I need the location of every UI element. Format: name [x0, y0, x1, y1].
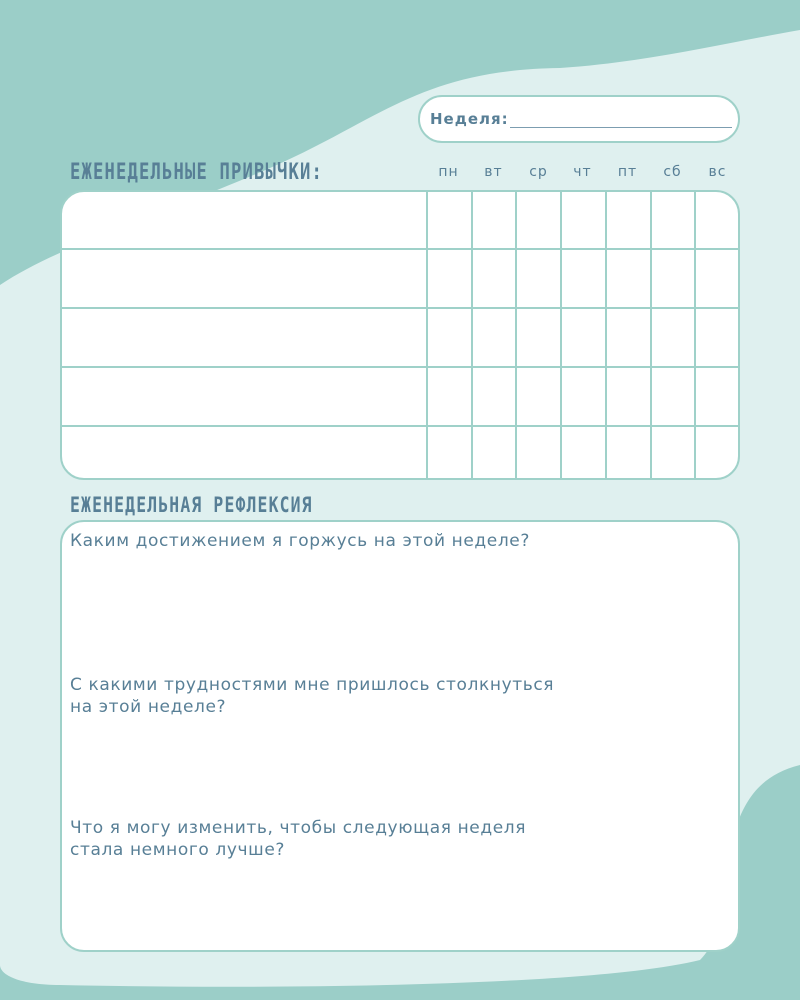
column-divider — [515, 192, 517, 478]
habit-name-cell-1[interactable] — [62, 192, 426, 248]
column-divider — [471, 192, 473, 478]
weekday-sun: вс — [708, 164, 727, 180]
reflection-box[interactable] — [60, 520, 740, 952]
reflection-title: ЕЖЕНЕДЕЛЬНАЯ РЕФЛЕКСИЯ — [70, 493, 313, 517]
column-divider — [605, 192, 607, 478]
week-input-line[interactable] — [510, 127, 732, 128]
reflection-question-1: Каким достижением я горжусь на этой неделе? — [70, 531, 530, 551]
week-label: Неделя: — [430, 110, 509, 128]
reflection-question-3: Что я могу изменить, чтобы следующая неделя стала немного лучше? — [70, 818, 527, 860]
weekday-mon: пн — [438, 164, 459, 180]
habit-name-cell-5[interactable] — [62, 427, 426, 478]
habit-name-cell-4[interactable] — [62, 368, 426, 425]
column-divider — [426, 192, 428, 478]
weekday-sat: сб — [663, 164, 682, 180]
column-divider — [650, 192, 652, 478]
habits-title: ЕЖЕНЕДЕЛЬНЫЕ ПРИВЫЧКИ: — [70, 160, 324, 185]
weekday-thu: чт — [573, 164, 592, 180]
weekday-tue: вт — [484, 164, 503, 180]
column-divider — [560, 192, 562, 478]
reflection-question-2: С какими трудностями мне пришлось столкнуться на этой неделе? — [70, 675, 555, 717]
habit-name-cell-3[interactable] — [62, 309, 426, 366]
weekday-fri: пт — [617, 164, 638, 180]
weekday-wed: ср — [529, 164, 548, 180]
week-field[interactable] — [418, 95, 740, 143]
column-divider — [694, 192, 696, 478]
habit-name-cell-2[interactable] — [62, 250, 426, 307]
habits-table — [60, 190, 740, 480]
weekday-headers — [426, 164, 740, 186]
